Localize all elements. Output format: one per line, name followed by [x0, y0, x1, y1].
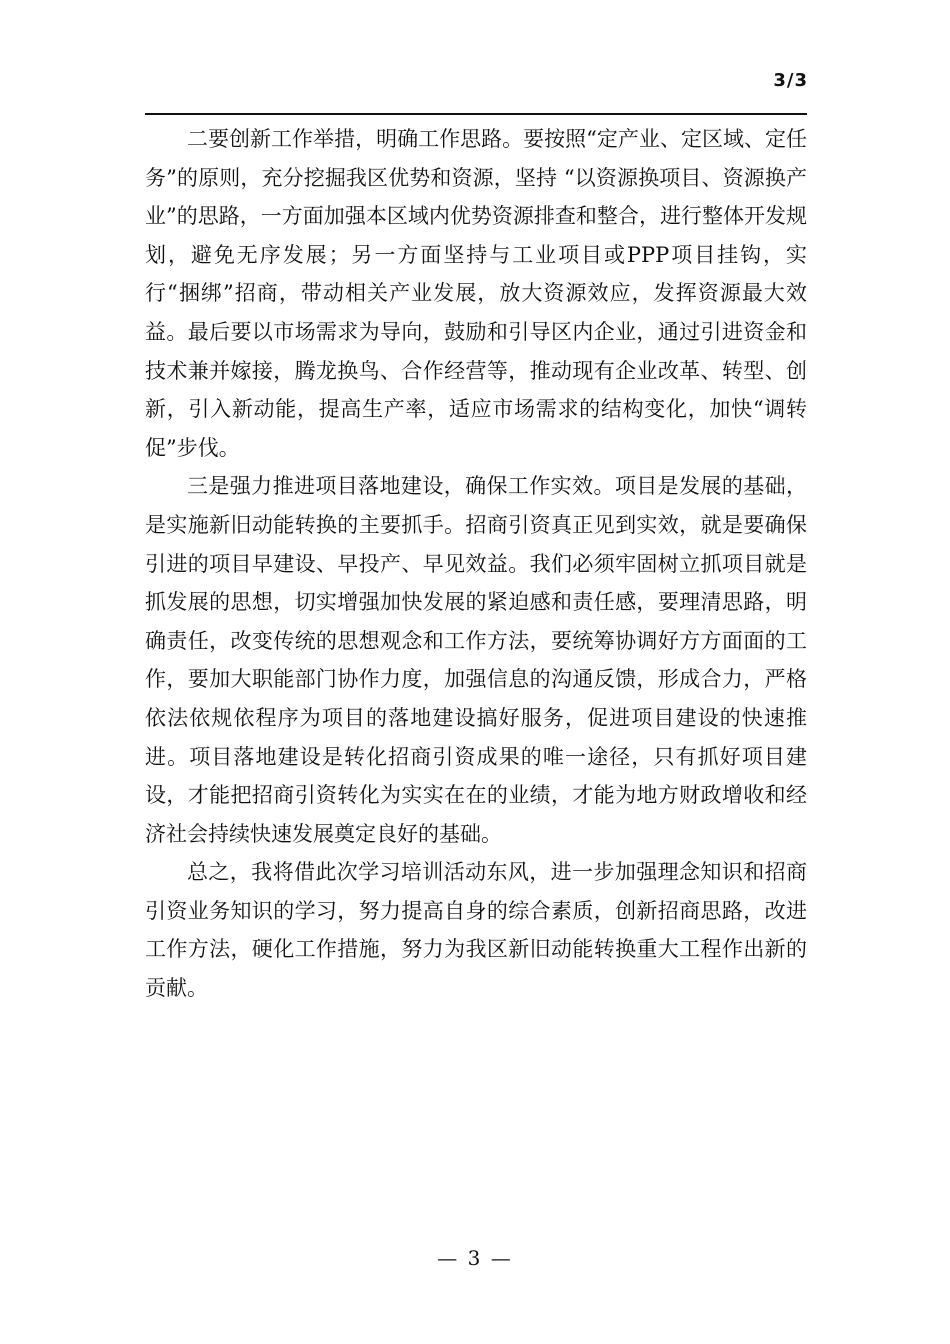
page-count: 3/3 [773, 70, 808, 91]
page-number: — 3 — [437, 1246, 513, 1270]
document-body [145, 120, 807, 1008]
paragraph-innovation: 二要创新工作举措，明确工作思路。要按照“定产业、定区域、定任务”的原则，充分挖掘我区优势和资源，坚持 “以资源换项目、资源换产业”的思路，一方面加强本区域内优势资源排查和整合，进行整体开发规划，避免无序发展；另一方面坚持与工业项目或PPP项目挂钩，实行“捆绑”招商，带动相关产业发展，放大资源效应，发挥资源最大效益。最后要以市场需求为导向，鼓励和引导区内企业，通过引进资金和技术兼并嫁接，腾龙换鸟、合作经营等，推动现有企业改革、转型、创新，引入新动能，提高生产率，适应市场需求的结构变化，加快“调转促”步伐。 [145, 127, 807, 460]
header-divider [145, 113, 807, 115]
paragraph-conclusion: 总之，我将借此次学习培训活动东风，进一步加强理念知识和招商引资业务知识的学习，努力提高自身的综合素质，创新招商思路，改进工作方法，硬化工作措施，努力为我区新旧动能转换重大工程作出新的贡献。 [145, 860, 807, 1001]
paragraph-project-implementation: 三是强力推进项目落地建设，确保工作实效。项目是发展的基础，是实施新旧动能转换的主要抓手。招商引资真正见到实效，就是要确保引进的项目早建设、早投产、早见效益。我们必须牢固树立抓项目就是抓发展的思想，切实增强加快发展的紧迫感和责任感，要理清思路，明确责任，改变传统的思想观念和工作方法，要统筹协调好方方面面的工作，要加大职能部门协作力度，加强信息的沟通反馈，形成合力，严格依法依规依程序为项目的落地建设搞好服务，促进项目建设的快速推进。项目落地建设是转化招商引资成果的唯一途径，只有抓好项目建设，才能把招商引资转化为实实在在的业绩，才能为地方财政增收和经济社会持续快速发展奠定良好的基础。 [145, 474, 807, 846]
